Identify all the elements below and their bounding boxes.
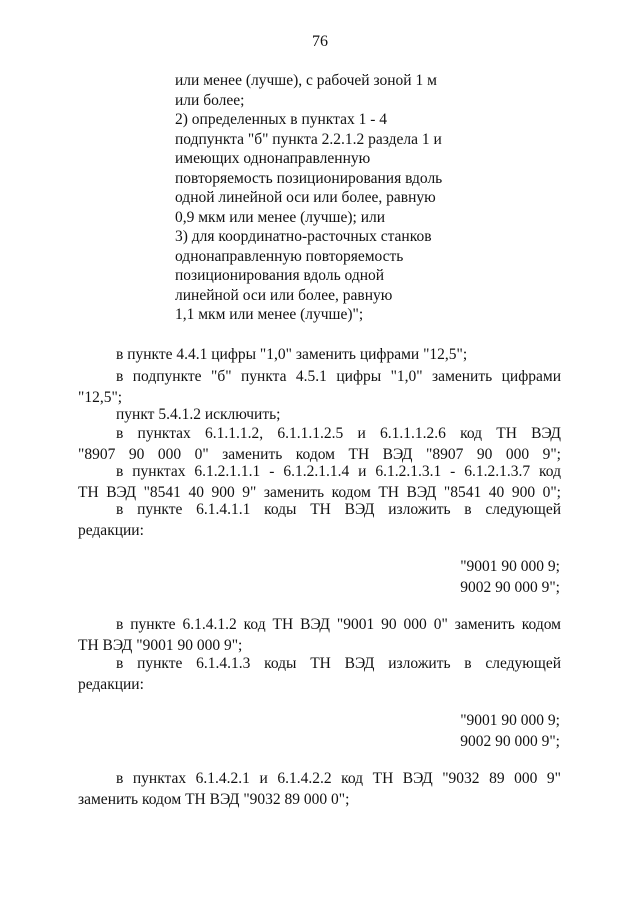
paragraph-line: заменить кодом ТН ВЭД "9032 89 000 0";: [78, 791, 350, 808]
paragraph-line: редакции:: [78, 522, 144, 539]
quote-line: 0,9 мкм или менее (лучше); или: [175, 208, 386, 226]
paragraph-line: ТН ВЭД "8541 40 900 9" заменить кодом ТН ВЭД "8541 40 900 0";: [78, 484, 561, 501]
paragraph-line: в пункте 6.1.4.1.2 код ТН ВЭД "9001 90 000 0" заменить кодом: [116, 616, 561, 633]
paragraph-line: в пунктах 6.1.1.1.2, 6.1.1.1.2.5 и 6.1.1.1.2.6 код ТН ВЭД: [116, 425, 561, 442]
paragraph-line: в пункте 6.1.4.1.1 коды ТН ВЭД изложить в следующей: [116, 501, 561, 518]
quote-line: 2) определенных в пунктах 1 - 4: [175, 111, 388, 128]
paragraph-line: в пункте 6.1.4.1.3 коды ТН ВЭД изложить в следующей: [116, 655, 561, 672]
paragraph-line: в пунктах 6.1.4.2.1 и 6.1.4.2.2 код ТН ВЭД "9032 89 000 9": [116, 770, 561, 787]
paragraph-4-5-1: [78, 366, 561, 408]
paragraph-line: "8907 90 000 0" заменить кодом ТН ВЭД "8907 90 000 9";: [78, 446, 561, 463]
quote-line: 1,1 мкм или менее (лучше)";: [175, 306, 364, 323]
quote-line: линейной оси или более, равную: [175, 286, 393, 304]
paragraph-line: редакции:: [78, 676, 144, 693]
quote-line: 3) для координатно-расточных станков: [175, 228, 432, 245]
codes-block-1: [400, 556, 560, 598]
indented-quote-block: [175, 71, 475, 325]
quote-line: имеющих однонаправленную: [175, 150, 371, 167]
quote-line: одной линейной оси или более, равную: [175, 189, 436, 206]
code-line: "9001 90 000 9;: [460, 558, 560, 575]
paragraph-6-1-4-1-1: [78, 499, 561, 541]
code-line: 9002 90 000 9";: [460, 579, 560, 596]
code-line: 9002 90 000 9";: [460, 733, 560, 750]
paragraph-6-1-4-1-2: [78, 614, 561, 656]
code-line: "9001 90 000 9;: [460, 712, 560, 729]
paragraph-line: ТН ВЭД "9001 90 000 9";: [78, 637, 243, 654]
paragraph-4-4-1: [78, 344, 561, 365]
paragraph-line: в пункте 4.4.1 цифры "1,0" заменить цифрами "12,5";: [116, 346, 468, 363]
paragraph-line: в подпункте "б" пункта 4.5.1 цифры "1,0" заменить цифрами: [116, 368, 561, 385]
page-number: 76: [312, 33, 328, 50]
quote-line: позиционирования вдоль одной: [175, 267, 385, 284]
quote-line: подпункта "б" пункта 2.2.1.2 раздела 1 и: [175, 130, 442, 148]
paragraph-6-1-4-2: [78, 768, 561, 810]
paragraph-6-1-2-1: [78, 461, 561, 503]
paragraph-6-1-1-1-2: [78, 423, 561, 465]
paragraph-5-4-1-2: [78, 404, 561, 425]
quote-line: однонаправленную повторяемость: [175, 247, 404, 265]
paragraph-6-1-4-1-3: [78, 653, 561, 695]
quote-line: или более;: [175, 91, 245, 109]
paragraph-line: в пунктах 6.1.2.1.1.1 - 6.1.2.1.1.4 и 6.1.2.1.3.1 - 6.1.2.1.3.7 код: [116, 463, 561, 480]
paragraph-line: "12,5";: [78, 389, 123, 406]
codes-block-2: [400, 710, 560, 752]
paragraph-line: пункт 5.4.1.2 исключить;: [116, 406, 281, 423]
quote-line: повторяемость позиционирования вдоль: [175, 169, 443, 187]
quote-line: или менее (лучше), с рабочей зоной 1 м: [175, 72, 437, 89]
